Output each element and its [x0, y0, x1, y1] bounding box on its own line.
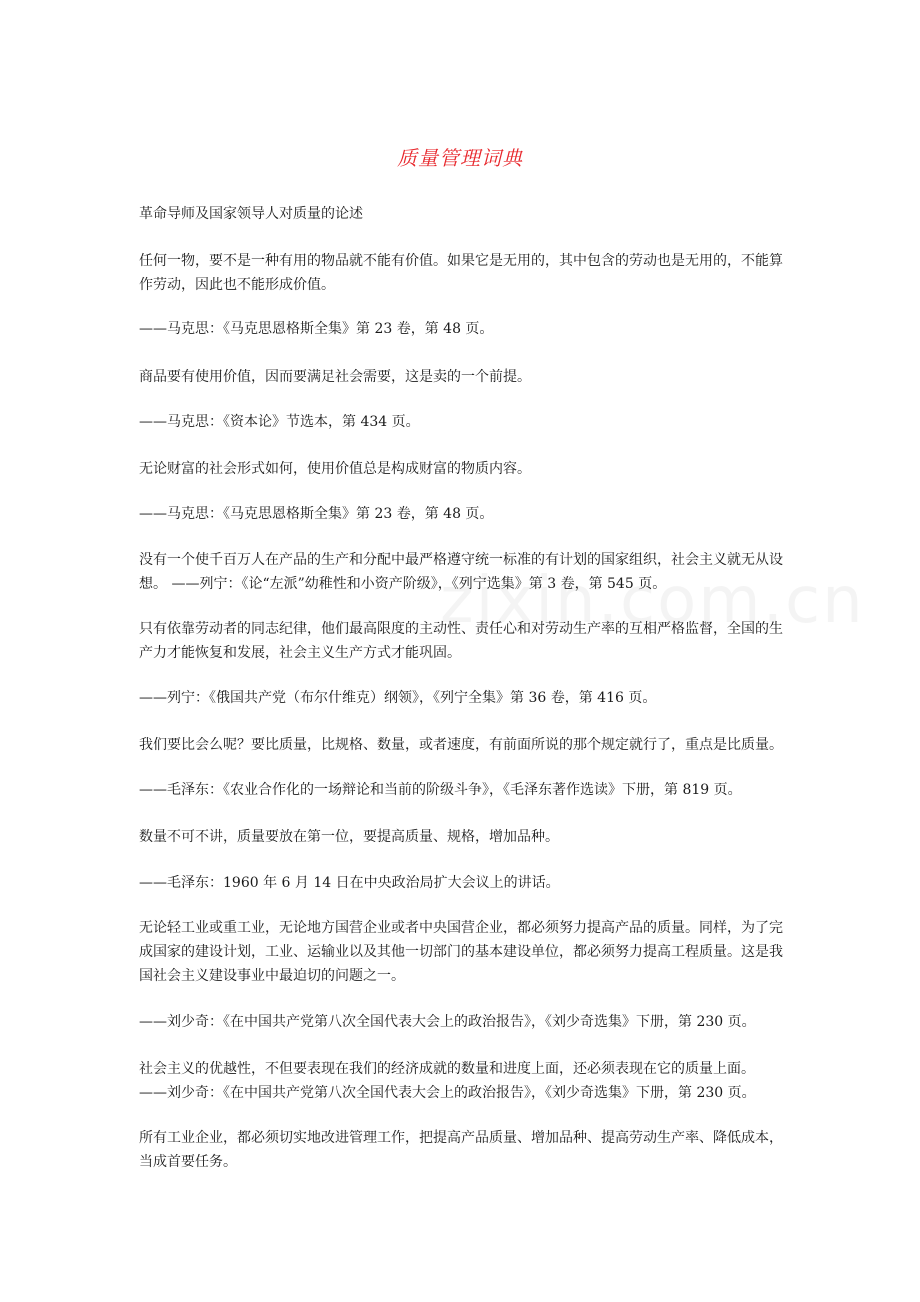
paragraph: 只有依靠劳动者的同志纪律，他们最高限度的主动性、责任心和对劳动生产率的互相严格监督，全国的生产力才能恢复和发展，社会主义生产方式才能巩固。 — [139, 621, 783, 661]
citation: ——刘少奇：《在中国共产党第八次全国代表大会上的政治报告》，《刘少奇选集》下册，第 230 页。 — [139, 1014, 756, 1030]
paragraph: 任何一物，要不是一种有用的物品就不能有价值。如果它是无用的，其中包含的劳动也是无用的，不能算作劳动，因此也不能形成价值。 — [139, 253, 783, 293]
section-heading: 革命导师及国家领导人对质量的论述 — [139, 206, 363, 222]
citation: ——马克思：《马克思恩格斯全集》第 23 卷，第 48 页。 — [139, 506, 494, 522]
citation: ——马克思：《资本论》节选本，第 434 页。 — [139, 414, 420, 430]
paragraph: 商品要有使用价值，因而要满足社会需要，这是卖的一个前提。 — [139, 369, 531, 385]
paragraph: 没有一个使千百万人在产品的生产和分配中最严格遵守统一标准的有计划的国家组织，社会主义就无从设想。 ——列宁：《论“左派”幼稚性和小资产阶级》，《列宁选集》第 3 卷，第 545 页。 — [139, 552, 783, 592]
paragraph: 无论轻工业或重工业，无论地方国营企业或者中央国营企业，都必须努力提高产品的质量。同样，为了完成国家的建设计划，工业、运输业以及其他一切部门的基本建设单位，都必须努力提高工程质量。这是我国社会主义建设事业中最迫切的问题之一。 — [139, 920, 783, 984]
citation: ——毛泽东：1960 年 6 月 14 日在中央政治局扩大会议上的讲话。 — [139, 875, 560, 891]
document-title: 质量管理词典 — [397, 146, 523, 170]
citation: ——毛泽东：《农业合作化的一场辩论和当前的阶级斗争》，《毛泽东著作选读》下册，第 819 页。 — [139, 782, 742, 798]
paragraph: 社会主义的优越性，不但要表现在我们的经济成就的数量和进度上面，还必须表现在它的质量上面。 ——刘少奇：《在中国共产党第八次全国代表大会上的政治报告》，《刘少奇选集》下册，第 230 页。 — [139, 1061, 756, 1101]
paragraph: 我们要比会么呢？要比质量，比规格、数量，或者速度，有前面所说的那个规定就行了，重点是比质量。 — [139, 737, 783, 753]
citation: ——列宁：《俄国共产党（布尔什维克）纲领》，《列宁全集》第 36 卷，第 416 页。 — [139, 690, 657, 706]
citation: ——马克思：《马克思恩格斯全集》第 23 卷，第 48 页。 — [139, 321, 494, 337]
paragraph: 所有工业企业，都必须切实地改进管理工作，把提高产品质量、增加品种、提高劳动生产率、降低成本，当成首要任务。 — [139, 1130, 783, 1170]
paragraph: 数量不可不讲，质量要放在第一位，要提高质量、规格，增加品种。 — [139, 829, 559, 845]
paragraph: 无论财富的社会形式如何，使用价值总是构成财富的物质内容。 — [139, 461, 531, 477]
